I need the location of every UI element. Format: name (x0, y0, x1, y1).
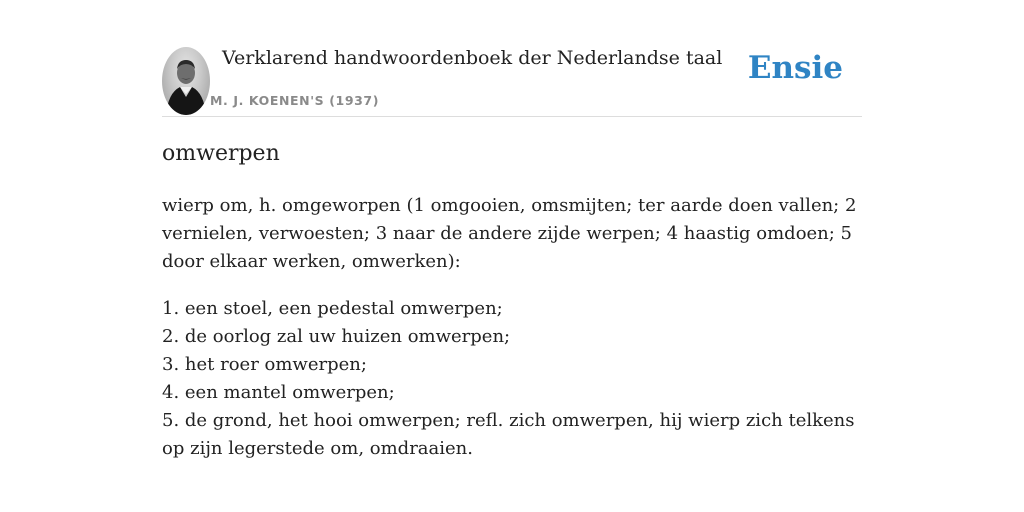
dictionary-header (162, 44, 862, 117)
book-title: Verklarend handwoordenboek der Nederlandse taal (222, 47, 723, 69)
entry-definition: wierp om, h. omgeworpen (1 omgooien, omsmijten; ter aarde doen vallen; 2 vernielen, verwoesten; 3 naar de andere zijde werpen; 4 haastig omdoen; 5 door elkaar werken, omwerken): (162, 195, 857, 272)
entry-examples (162, 295, 862, 463)
book-subtitle: M. J. KOENEN'S (1937) (210, 93, 380, 108)
example-item: 2. de oorlog zal uw huizen omwerpen; (162, 326, 511, 347)
example-item: 4. een mantel omwerpen; (162, 382, 395, 403)
ensie-logo-link[interactable]: Ensie (747, 50, 843, 86)
entry-headword: omwerpen (162, 141, 280, 166)
example-item: 5. de grond, het hooi omwerpen; refl. zich omwerpen, hij wierp zich telkens op zijn legerstede om, omdraaien. (162, 410, 855, 459)
author-portrait-icon (162, 47, 210, 115)
example-item: 3. het roer omwerpen; (162, 354, 367, 375)
example-item: 1. een stoel, een pedestal omwerpen; (162, 298, 503, 319)
